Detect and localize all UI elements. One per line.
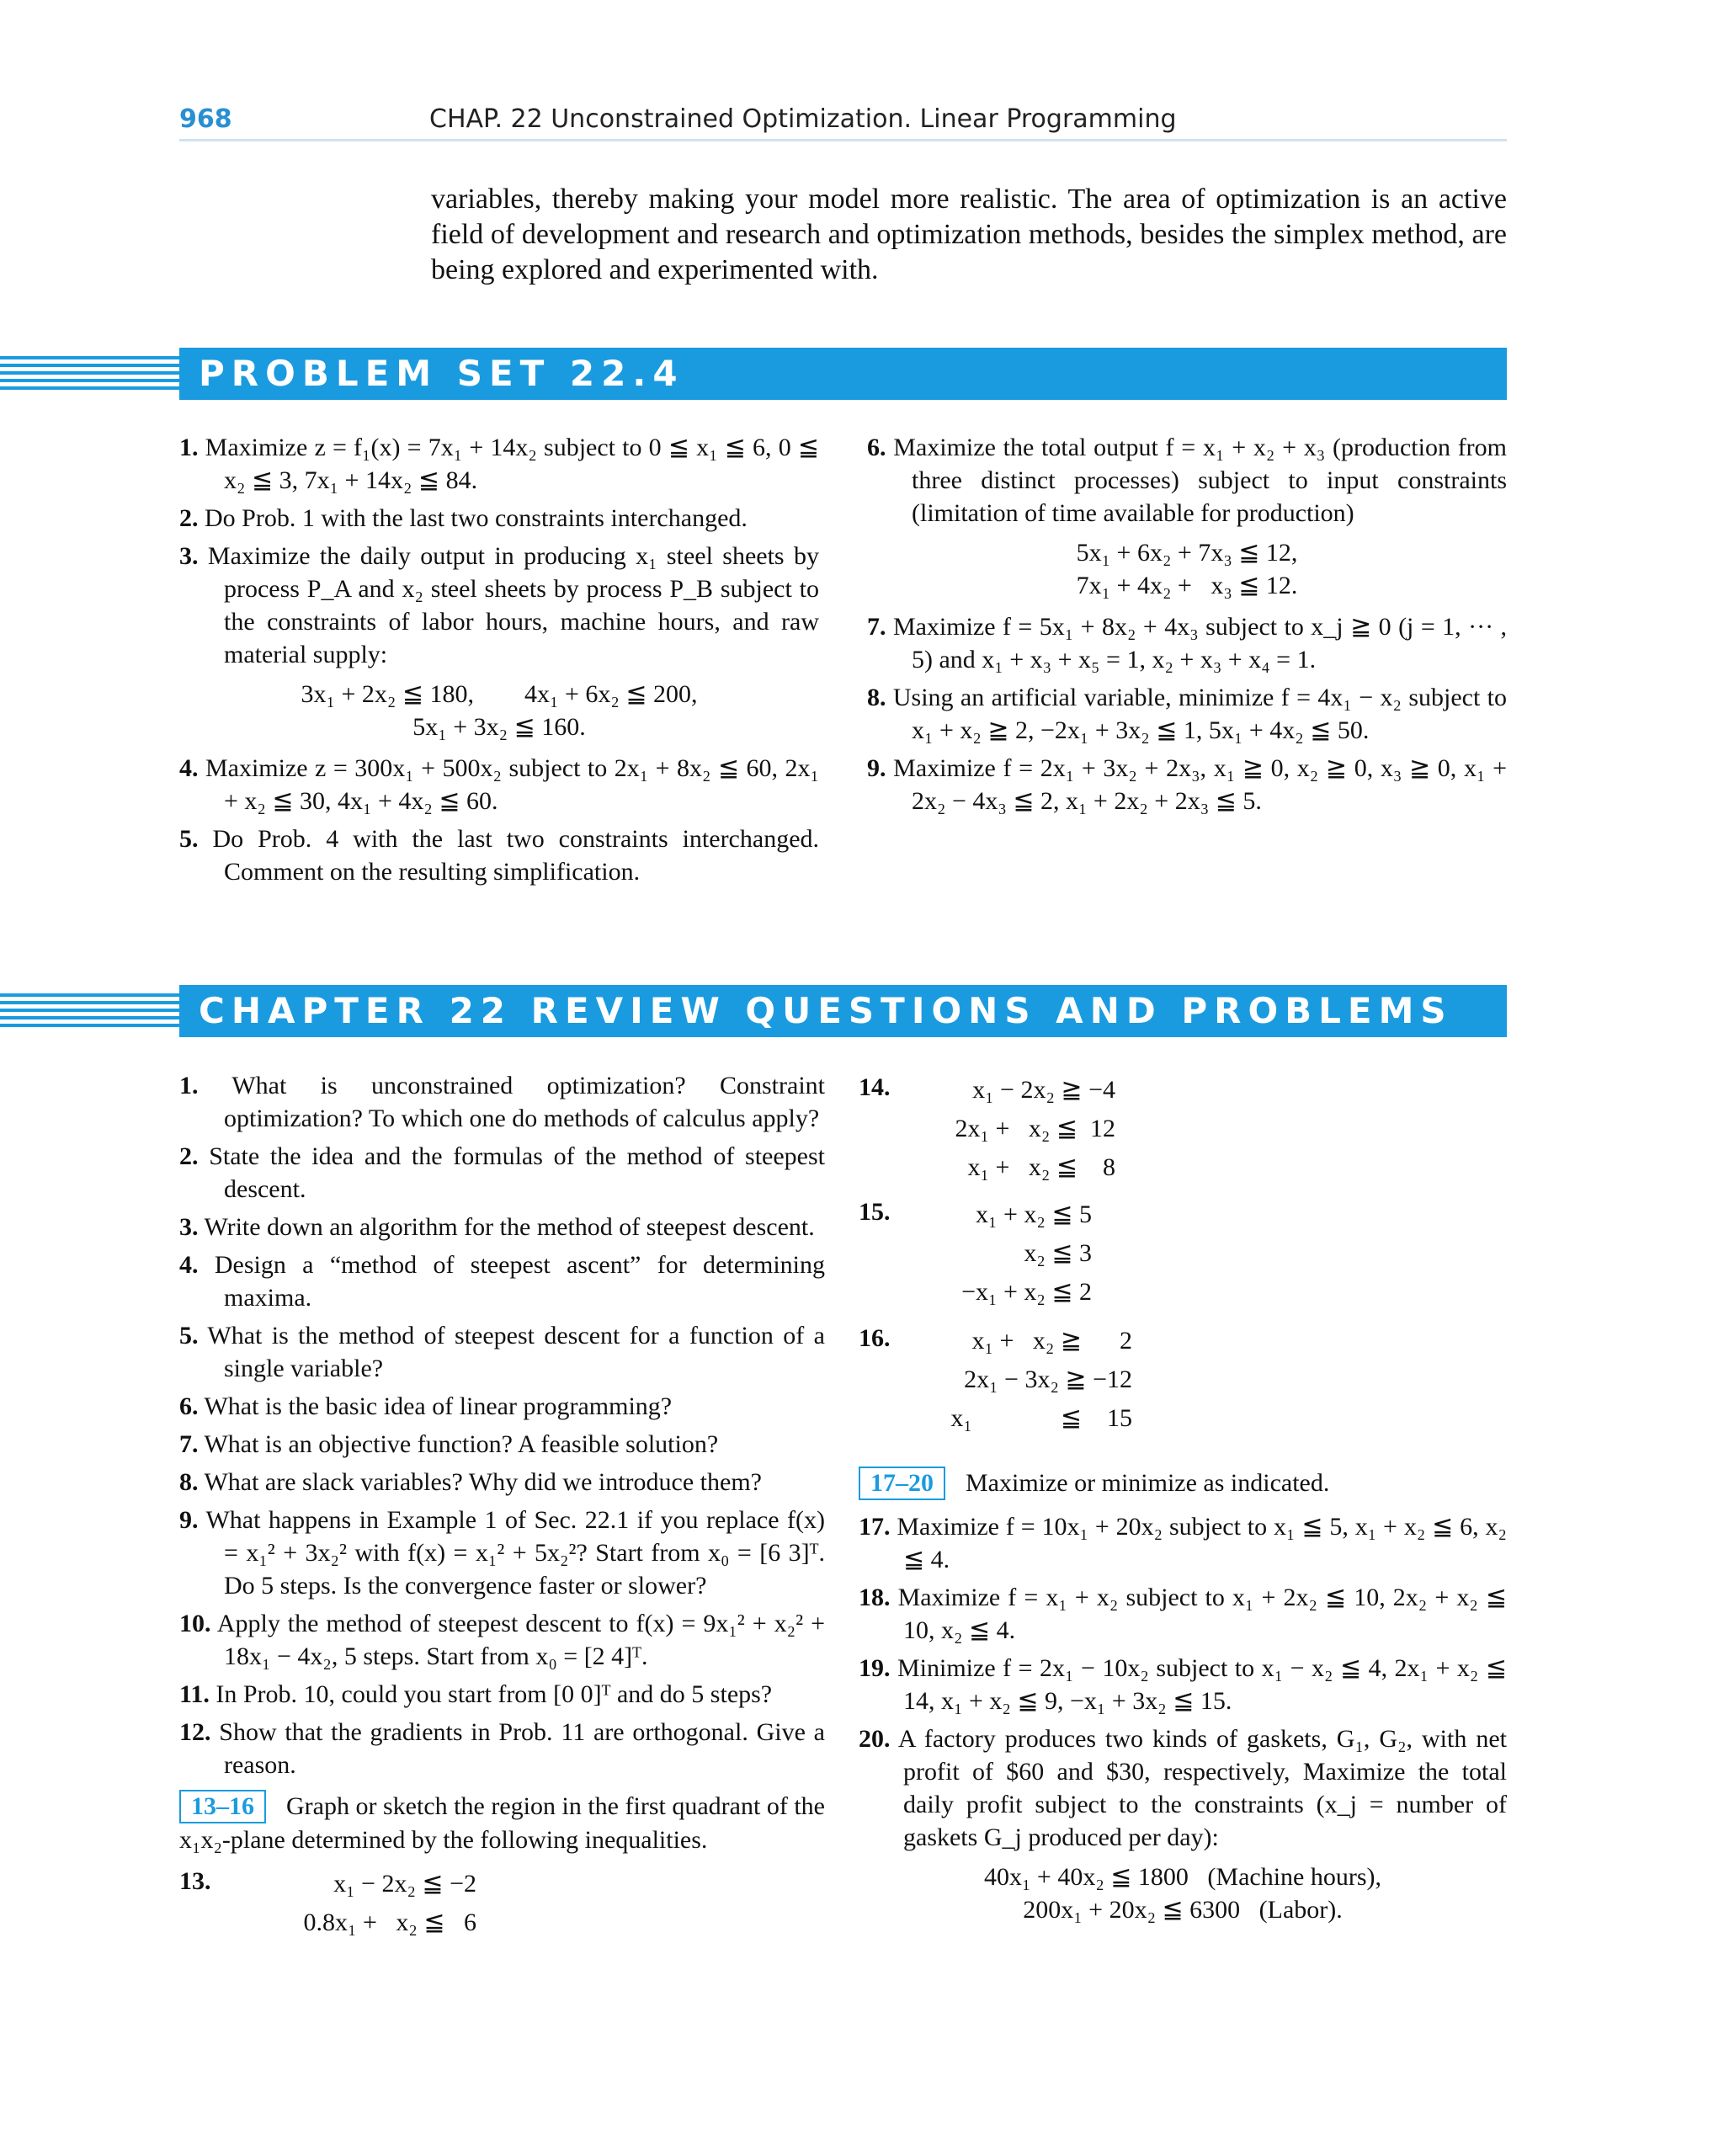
problem-item: 17. Maximize f = 10x₁ + 20x₂ subject to x₁ ≦ 5, x₁ + x₂ ≦ 6, x₂ ≦ 4.	[859, 1513, 1507, 1573]
review-title: CHAPTER 22 REVIEW QUESTIONS AND PROBLEMS	[199, 990, 1453, 1031]
problem-set-title: PROBLEM SET 22.4	[199, 353, 684, 394]
problem-item: 5. Do Prob. 4 with the last two constraints interchanged. Comment on the resulting simplification.	[179, 825, 820, 886]
review-left-column	[179, 1069, 825, 1949]
problem-item: 20. A factory produces two kinds of gaskets, G₁, G₂, with net profit of $60 and $30, respectively, Maximize the total daily profit subject to the constraints (x_j = number of gaskets G_j produced per day):	[859, 1725, 1507, 1851]
problem-item: 6. Maximize the total output f = x₁ + x₂ + x₃ (production from three distinct processes) subject to input constraints (limitation of time available for production)	[867, 434, 1508, 527]
problem-set-left-column	[179, 431, 819, 893]
question-item: 4. Design a “method of steepest ascent” for determining maxima.	[179, 1251, 825, 1312]
banner-stripes	[0, 993, 179, 1029]
problem-item: 19. Minimize f = 2x₁ − 10x₂ subject to x₁ − x₂ ≦ 4, 2x₁ + x₂ ≦ 14, x₁ + x₂ ≦ 9, −x₁ + 3x₂ ≦ 15.	[859, 1654, 1508, 1715]
range-label-17-20: 17–20	[859, 1467, 945, 1500]
range-instruction: 17–20 Maximize or minimize as indicated.	[859, 1467, 1507, 1500]
problem-16: 16. x₁ + x₂ ≧ 2 2x₁ − 3x₂ ≧ −12 x₁ ≦ 15	[859, 1324, 1132, 1432]
problem-set-banner	[0, 348, 1507, 400]
equation-block: 3x₁ + 2x₂ ≦ 180, 4x₁ + 6x₂ ≦ 200, 5x₁ + 3x₂ ≦ 160.	[301, 680, 698, 741]
question-item: 5. What is the method of steepest descent for a function of a single variable?	[179, 1322, 825, 1382]
problem-item: 8. Using an artificial variable, minimize f = 4x₁ − x₂ subject to x₁ + x₂ ≧ 2, −2x₁ + 3x₂ ≦ 1, 5x₁ + 4x₂ ≦ 50.	[867, 684, 1508, 744]
banner-stripes	[0, 356, 179, 391]
question-item: 10. Apply the method of steepest descent to f(x) = 9x₁² + x₂² + 18x₁ − 4x₂, 5 steps. Start from x₀ = [2 4]ᵀ.	[179, 1610, 825, 1670]
question-item: 1. What is unconstrained optimization? Constraint optimization? To which one do methods of calculus apply?	[179, 1072, 825, 1132]
header-rule	[179, 139, 1507, 141]
range-instruction: 13–16 Graph or sketch the region in the first quadrant of the x₁x₂-plane determined by the following inequalities.	[179, 1790, 825, 1856]
problem-item: 9. Maximize f = 2x₁ + 3x₂ + 2x₃, x₁ ≧ 0, x₂ ≧ 0, x₃ ≧ 0, x₁ + 2x₂ − 4x₃ ≦ 2, x₁ + 2x₂ + 2x₃ ≦ 5.	[867, 754, 1508, 815]
question-item: 12. Show that the gradients in Prob. 11 are orthogonal. Give a reason.	[179, 1718, 825, 1779]
problem-14: 14. x₁ − 2x₂ ≧ −4 2x₁ + x₂ ≦ 12 x₁ + x₂ ≦ 8	[859, 1073, 1115, 1181]
problem-item: 3. Maximize the daily output in producing x₁ steel sheets by process P_A and x₂ steel sheets by process P_B subject to the constraints of labor hours, machine hours, and raw material supply:	[179, 542, 819, 668]
question-item: 6. What is the basic idea of linear programming?	[179, 1392, 673, 1420]
problem-set-right-column	[867, 431, 1507, 822]
question-item: 7. What is an objective function? A feasible solution?	[179, 1430, 719, 1458]
question-item: 8. What are slack variables? Why did we introduce them?	[179, 1468, 762, 1496]
problem-item: 7. Maximize f = 5x₁ + 8x₂ + 4x₃ subject to x_j ≧ 0 (j = 1, ··· , 5) and x₁ + x₃ + x₅ = 1, x₂ + x₃ + x₄ = 1.	[867, 613, 1508, 673]
problem-item: 2. Do Prob. 1 with the last two constraints interchanged.	[179, 504, 748, 532]
review-right-column	[859, 1071, 1507, 1935]
equation-block: 40x₁ + 40x₂ ≦ 1800 (Machine hours), 200x₁ + 20x₂ ≦ 6300 (Labor).	[983, 1863, 1382, 1924]
range-label-13-16: 13–16	[179, 1790, 266, 1823]
review-banner	[0, 985, 1507, 1037]
problem-13: 13. x₁ − 2x₂ ≦ −2 0.8x₁ + x₂ ≦ 6	[179, 1867, 476, 1936]
question-item: 9. What happens in Example 1 of Sec. 22.1 if you replace f(x) = x₁² + 3x₂² with f(x) = x₁² + 5x₂²? Start from x₀ = [6 3]ᵀ. Do 5 steps. Is the convergence faster or slower?	[179, 1506, 826, 1600]
question-item: 11. In Prob. 10, could you start from [0 0]ᵀ and do 5 steps?	[179, 1680, 773, 1708]
equation-block: 5x₁ + 6x₂ + 7x₃ ≦ 12, 7x₁ + 4x₂ + x₃ ≦ 12.	[1076, 539, 1298, 599]
problem-item: 4. Maximize z = 300x₁ + 500x₂ subject to 2x₁ + 8x₂ ≦ 60, 2x₁ + x₂ ≦ 30, 4x₁ + 4x₂ ≦ 60.	[179, 754, 819, 815]
problem-15: 15. x₁ + x₂ ≦ 5 x₂ ≦ 3 −x₁ + x₂ ≦ 2	[859, 1198, 1092, 1306]
problem-item: 18. Maximize f = x₁ + x₂ subject to x₁ + 2x₂ ≦ 10, 2x₂ + x₂ ≦ 10, x₂ ≦ 4.	[859, 1584, 1508, 1644]
intro-paragraph: variables, thereby making your model more realistic. The area of optimization is an active field of development and research and optimization methods, besides the simplex method, are being explored and experimented with.	[431, 184, 1507, 285]
problem-item: 1. Maximize z = f₁(x) = 7x₁ + 14x₂ subject to 0 ≦ x₁ ≦ 6, 0 ≦ x₂ ≦ 3, 7x₁ + 14x₂ ≦ 84.	[179, 434, 820, 494]
page-number: 968	[179, 104, 232, 134]
question-item: 3. Write down an algorithm for the method of steepest descent.	[179, 1213, 815, 1241]
running-head: CHAP. 22 Unconstrained Optimization. Linear Programming	[429, 104, 1177, 134]
question-item: 2. State the idea and the formulas of the method of steepest descent.	[179, 1142, 825, 1203]
